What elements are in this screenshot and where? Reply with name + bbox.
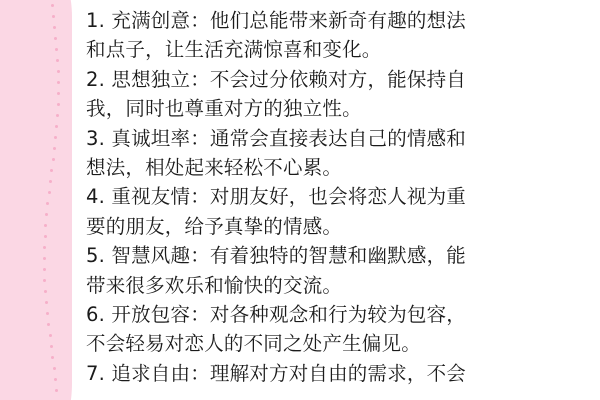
text-line: 我，同时也尊重对方的独立性。	[86, 97, 362, 121]
decorative-dot	[53, 26, 56, 29]
text-line: 7. 追求自由：理解对方对自由的需求，不会	[86, 361, 467, 385]
decorative-left-band	[0, 0, 76, 400]
decorative-dot	[51, 356, 54, 359]
decorative-dot	[54, 37, 57, 40]
decorative-dot	[50, 345, 53, 348]
text-line: 和点子，让生活充满惊喜和变化。	[86, 38, 382, 62]
decorative-dot	[52, 15, 55, 18]
decorative-dot	[46, 202, 49, 205]
decorative-dot	[44, 224, 47, 227]
decorative-dot	[55, 125, 58, 128]
decorative-dot	[43, 257, 46, 260]
decorative-dot	[44, 235, 47, 238]
text-line: 2. 思想独立：不会过分依赖对方，能保持自	[86, 67, 467, 91]
decorative-dot	[55, 48, 58, 51]
decorative-dot	[48, 191, 51, 194]
text-line: 不会轻易对恋人的不同之处产生偏见。	[86, 332, 421, 356]
decorative-dot	[52, 158, 55, 161]
text-line: 要的朋友，给予真挚的情感。	[86, 214, 343, 238]
decorative-dot	[50, 169, 53, 172]
decorative-dot	[45, 301, 48, 304]
text-line: 6. 开放包容：对各种观念和行为较为包容，	[86, 303, 467, 327]
text-line: 带来很多欢乐和愉快的交流。	[86, 273, 343, 297]
decorative-dot	[45, 213, 48, 216]
decorative-dot	[49, 180, 52, 183]
decorative-dot	[47, 323, 50, 326]
decorative-dot	[57, 81, 60, 84]
decorative-dot	[54, 136, 57, 139]
decorative-dot	[53, 147, 56, 150]
decorative-dot	[53, 367, 56, 370]
text-line: 想法，相处起来轻松不心累。	[86, 156, 343, 180]
decorative-dot	[43, 279, 46, 282]
decorative-dot	[57, 103, 60, 106]
decorative-dot	[46, 312, 49, 315]
text-line: 4. 重视友情：对朋友好，也会将恋人视为重	[86, 185, 467, 209]
text-body	[86, 6, 592, 396]
decorative-dot	[57, 92, 60, 95]
decorative-dot	[43, 268, 46, 271]
text-line: 3. 真诚坦率：通常会直接表达自己的情感和	[86, 126, 467, 150]
text-line: 1. 充满创意：他们总能带来新奇有趣的想法	[86, 9, 467, 32]
decorative-dot	[51, 4, 54, 7]
decorative-dot	[44, 290, 47, 293]
decorative-dot-column	[42, 0, 64, 400]
decorative-dot	[56, 59, 59, 62]
decorative-dot	[43, 246, 46, 249]
decorative-dot	[55, 389, 58, 392]
text-line: 5. 智慧风趣：有着独特的智慧和幽默感，能	[86, 244, 467, 268]
decorative-dot	[54, 378, 57, 381]
decorative-dot	[49, 334, 52, 337]
decorative-dot	[56, 114, 59, 117]
decorative-dot	[57, 70, 60, 73]
